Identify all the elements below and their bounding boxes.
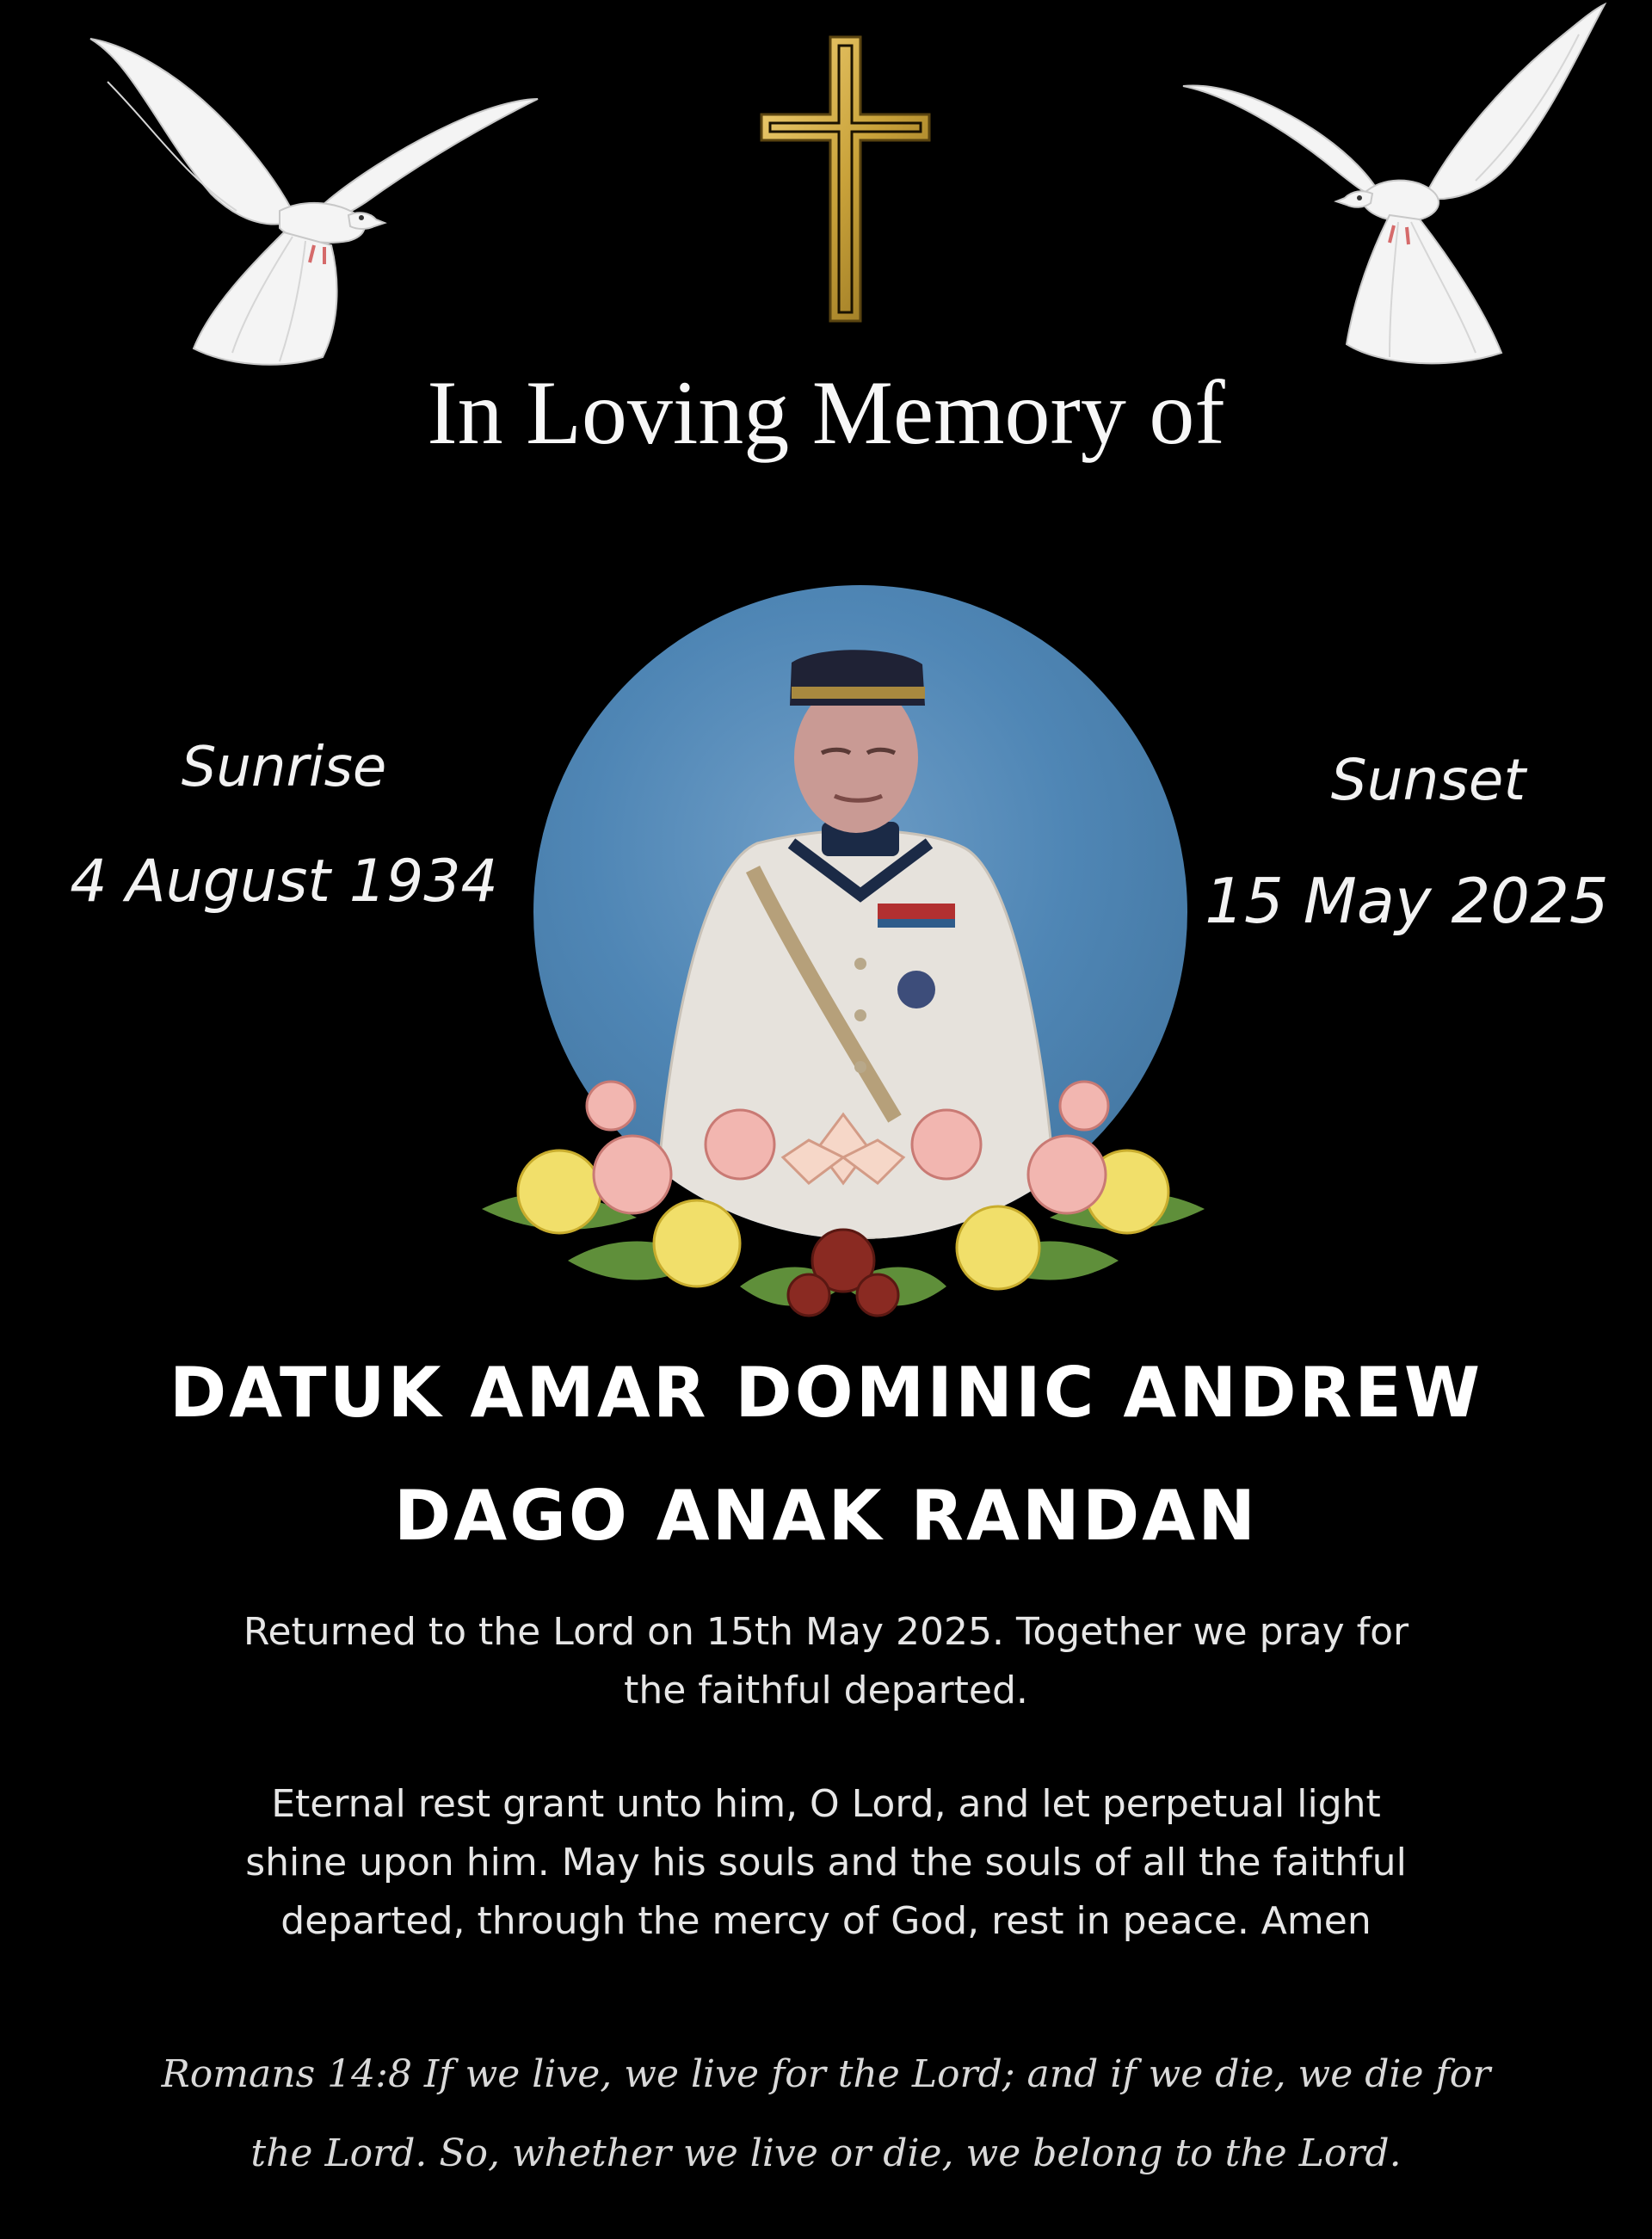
text-line: departed, through the mercy of God, rest in peace. Amen xyxy=(280,1899,1372,1943)
text-line: Returned to the Lord on 15th May 2025. Together we pray for xyxy=(243,1610,1409,1654)
text-line: Eternal rest grant unto him, O Lord, and let perpetual light xyxy=(271,1782,1381,1826)
verse-line: Romans 14:8 If we live, we live for the Lord; and if we die, we die for xyxy=(161,2052,1491,2096)
text-line: the faithful departed. xyxy=(624,1668,1028,1712)
verse-line: the Lord. So, whether we live or die, we belong to the Lord. xyxy=(250,2131,1402,2175)
sunset-label: Sunset xyxy=(1330,747,1526,813)
bible-verse xyxy=(0,2035,1652,2193)
announcement-text xyxy=(0,1603,1652,1720)
text-line: shine upon him. May his souls and the souls of all the faithful xyxy=(245,1841,1407,1884)
death-date: 15 May 2025 xyxy=(1205,865,1609,937)
birth-date: 4 August 1934 xyxy=(70,848,498,916)
deceased-name-line-2: DAGO ANAK RANDAN xyxy=(393,1476,1259,1556)
prayer-text xyxy=(0,1775,1652,1951)
cross-icon xyxy=(757,33,934,325)
deceased-name-line-1: DATUK AMAR DOMINIC ANDREW xyxy=(169,1353,1483,1433)
flower-arrangement xyxy=(465,1063,1222,1347)
sunrise-label: Sunrise xyxy=(181,736,387,799)
page-title: In Loving Memory of xyxy=(427,362,1225,463)
dove-icon xyxy=(82,30,546,374)
dove-icon xyxy=(1174,0,1622,379)
